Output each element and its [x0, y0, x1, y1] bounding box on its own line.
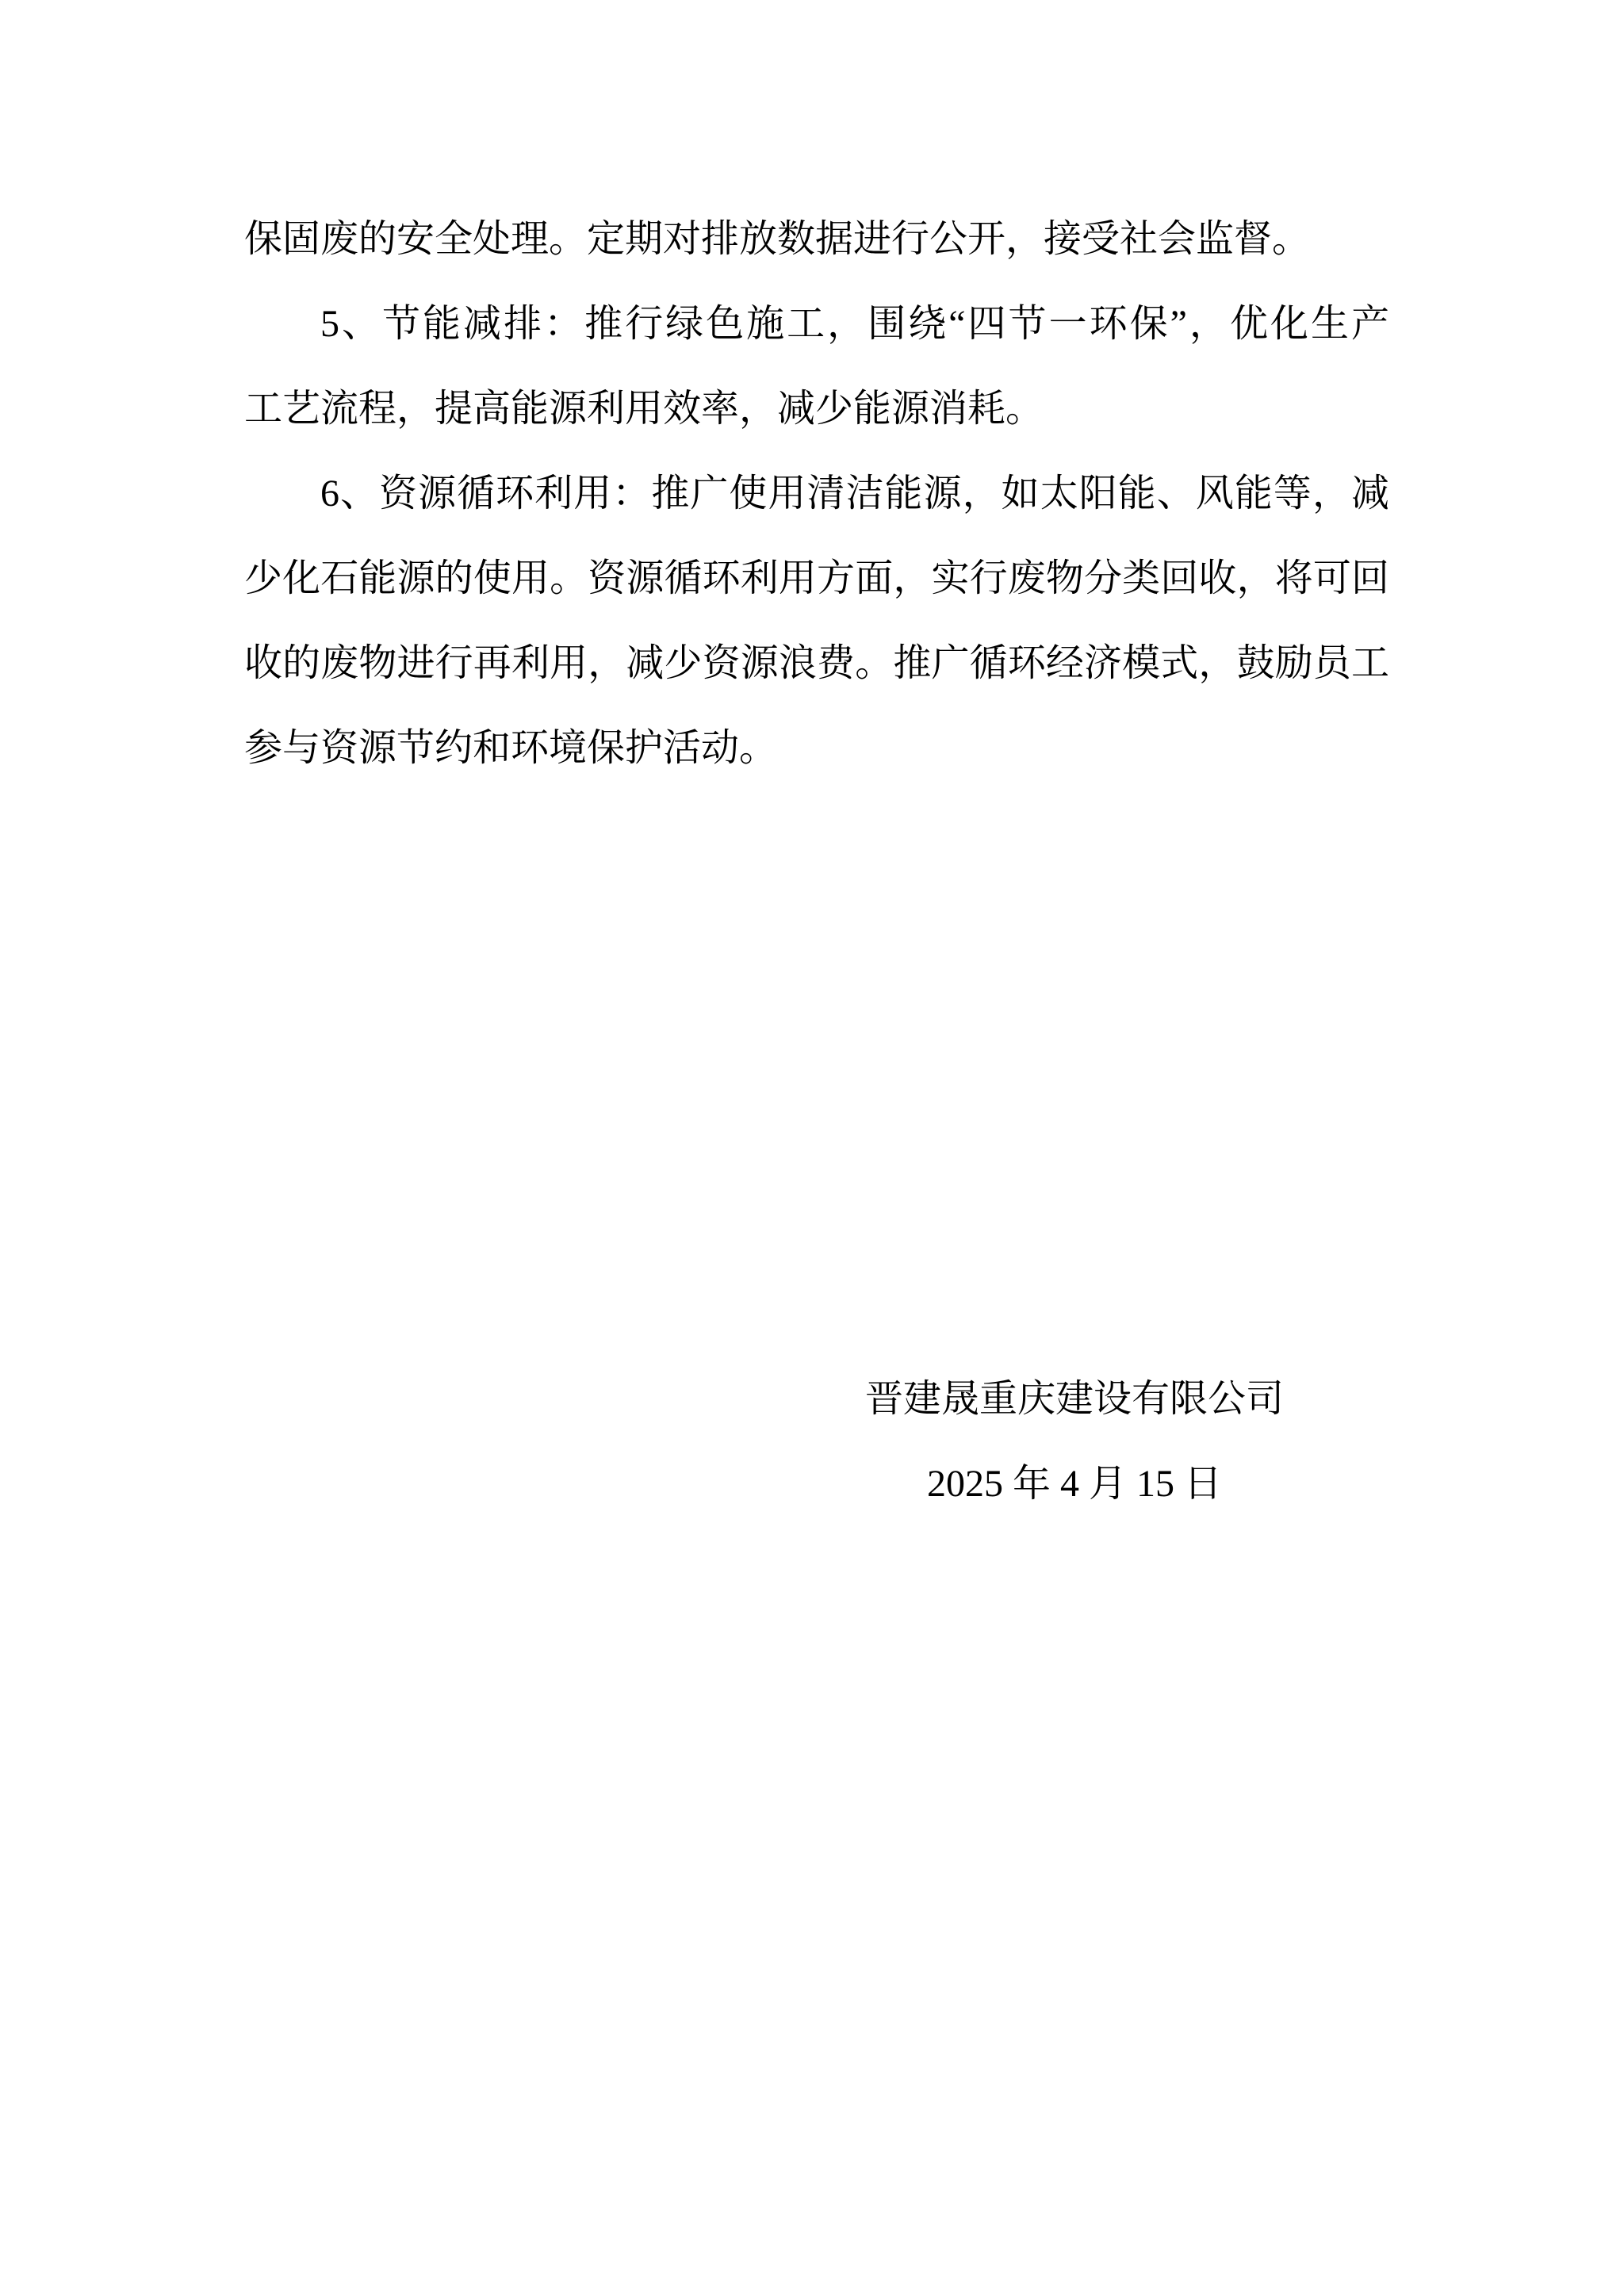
- signature-company-name: 晋建晟重庆建设有限公司: [864, 1378, 1284, 1420]
- paragraph-item-5: [244, 281, 1389, 451]
- body-text-line: 6、资源循环利用：推广使用清洁能源，如太阳能、风能等，减: [320, 473, 1389, 515]
- body-text-line: 参与资源节约和环境保护活动。: [244, 727, 778, 769]
- body-text-line: 5、节能减排：推行绿色施工，围绕“四节一环保”，优化生产: [320, 303, 1389, 345]
- paragraph-continuation: [244, 197, 1389, 281]
- body-text-line: 工艺流程，提高能源利用效率，减少能源消耗。: [244, 388, 1044, 430]
- signature-date: 2025 年 4 月 15 日: [926, 1463, 1222, 1505]
- paragraph-item-6: [244, 451, 1389, 790]
- signature-block: [856, 1357, 1293, 1526]
- body-text-line: 收的废物进行再利用，减少资源浪费。推广循环经济模式，鼓励员工: [244, 642, 1389, 684]
- body-text-line: 少化石能源的使用。资源循环利用方面，实行废物分类回收，将可回: [244, 557, 1389, 599]
- body-text-block: [244, 197, 1389, 790]
- body-text-line: 保固废的安全处理。定期对排放数据进行公开，接受社会监督。: [244, 218, 1311, 260]
